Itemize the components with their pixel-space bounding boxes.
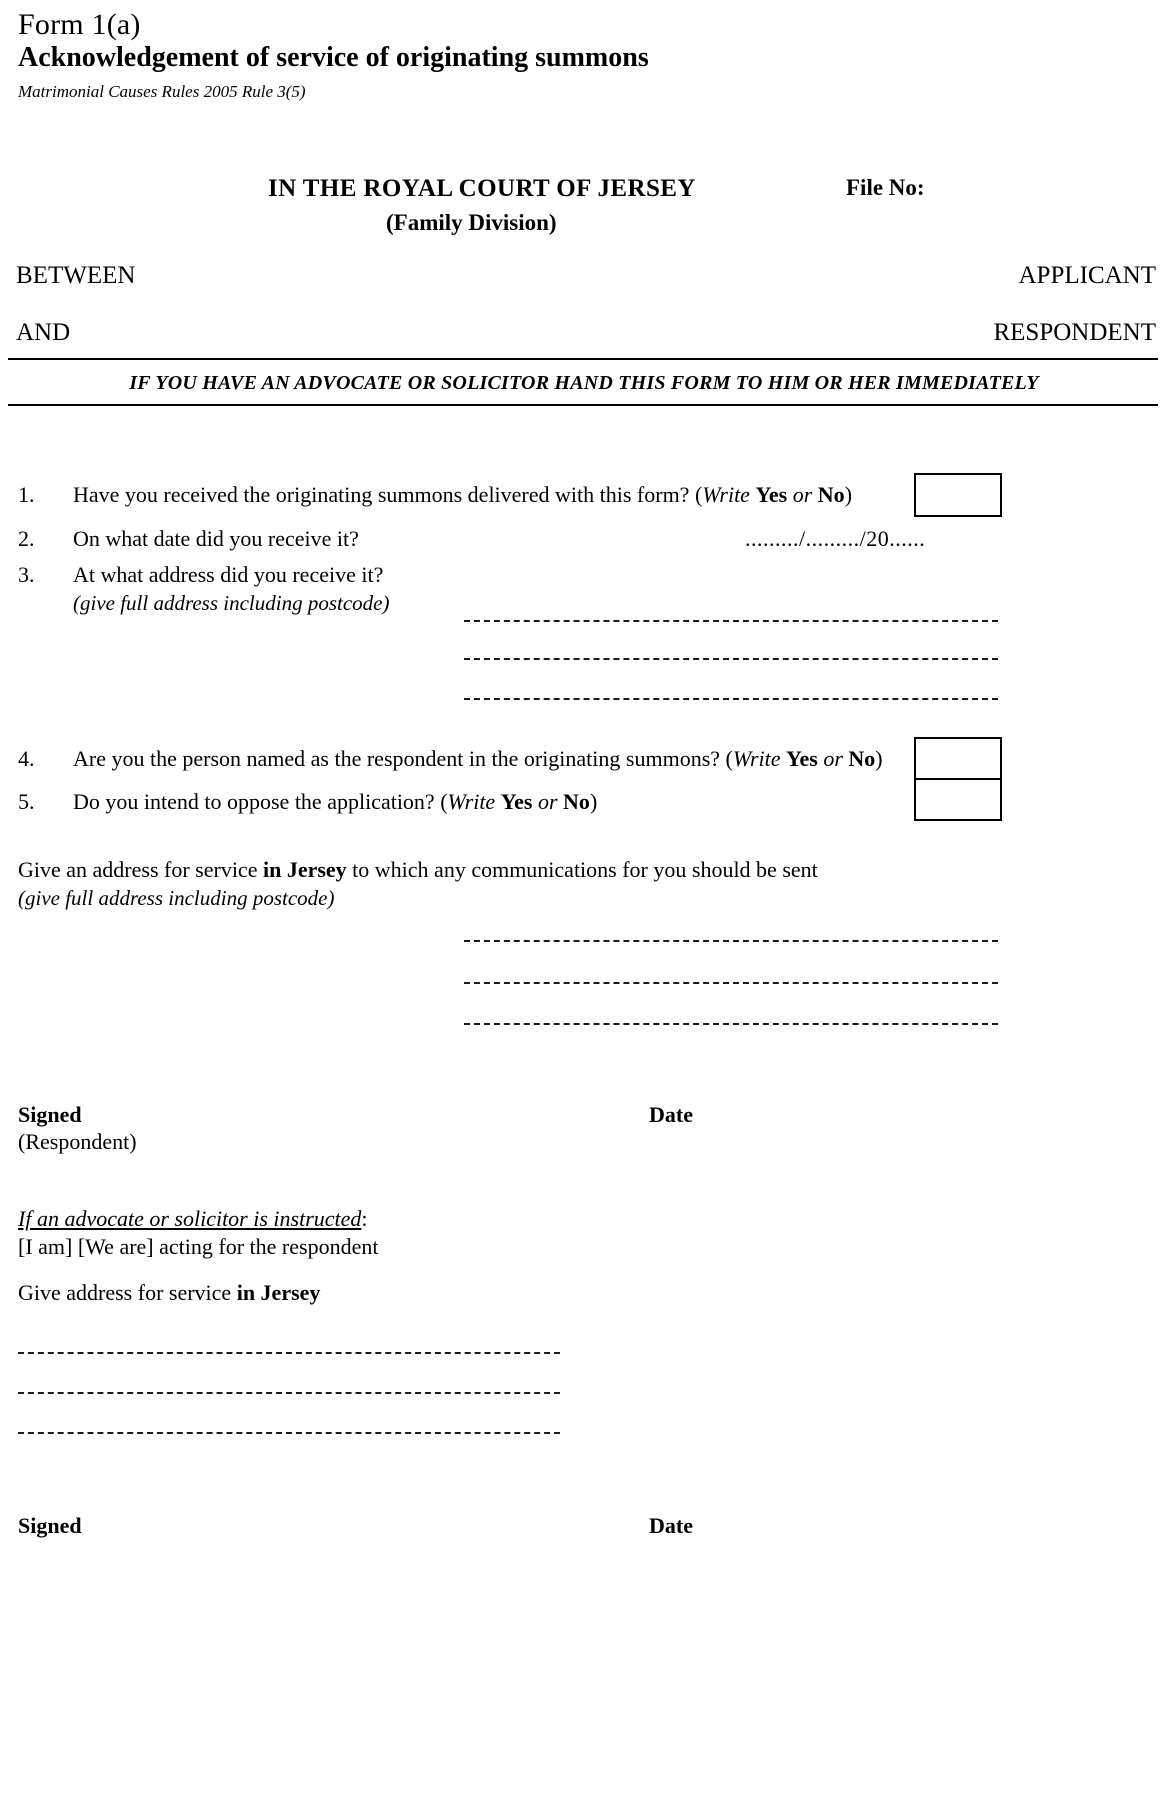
question-4-number: 4. xyxy=(18,746,35,771)
between-label: BETWEEN xyxy=(16,262,136,289)
question-4-write: Write xyxy=(732,746,781,771)
question-3-sub-note: (give full address including postcode) xyxy=(73,591,390,615)
service-address-line-3[interactable] xyxy=(464,1023,998,1025)
question-1-close: ) xyxy=(844,482,853,507)
question-5-or: or xyxy=(537,789,558,814)
question-1-main: Have you received the originating summons delivered with this form? ( xyxy=(73,482,703,507)
question-4-main: Are you the person named as the respondent in the originating summons? ( xyxy=(73,746,733,771)
advocate-address-line-1[interactable] xyxy=(18,1352,560,1354)
question-3-address-line-1[interactable] xyxy=(464,620,998,622)
service-address-instruction xyxy=(18,857,818,883)
advocate-instructed-heading-italic: If an advocate or solicitor is instructed xyxy=(18,1206,362,1231)
advocate-address-jersey: in Jersey xyxy=(236,1280,321,1305)
question-1-or: or xyxy=(792,482,813,507)
form-title: Acknowledgement of service of originating summons xyxy=(18,42,649,73)
advocate-instructed-heading-colon: : xyxy=(361,1206,368,1231)
advocate-address-part1: Give address for service xyxy=(18,1280,237,1305)
question-5-main: Do you intend to oppose the application? ( xyxy=(73,789,448,814)
respondent-date-label: Date xyxy=(649,1102,693,1127)
advocate-acting-line: [I am] [We are] acting for the respondent xyxy=(18,1234,379,1259)
and-label: AND xyxy=(16,319,71,346)
notice-banner-text: IF YOU HAVE AN ADVOCATE OR SOLICITOR HAND THIS FORM TO HIM OR HER IMMEDIATELY xyxy=(129,372,1039,394)
question-3-address-line-3[interactable] xyxy=(464,698,998,700)
question-1-number: 1. xyxy=(18,482,35,507)
service-address-line-2[interactable] xyxy=(464,982,998,984)
respondent-label: RESPONDENT xyxy=(993,319,1156,346)
service-address-jersey: in Jersey xyxy=(262,857,347,882)
court-name: IN THE ROYAL COURT OF JERSEY xyxy=(268,175,696,202)
form-number: Form 1(a) xyxy=(18,8,141,41)
respondent-signed-label: Signed xyxy=(18,1102,82,1127)
question-2-date-field[interactable]: ........./........./20...... xyxy=(745,526,926,551)
question-5-yes: Yes xyxy=(500,789,533,814)
question-1-answer-box[interactable] xyxy=(914,473,1002,517)
advocate-instructed-heading xyxy=(18,1206,368,1232)
question-5-number: 5. xyxy=(18,789,35,814)
question-4-no: No xyxy=(848,746,876,771)
question-3-number: 3. xyxy=(18,562,35,587)
question-3-text: At what address did you receive it? xyxy=(73,562,384,587)
notice-rule-bottom xyxy=(8,404,1158,406)
service-address-part2: to which any communications for you should be sent xyxy=(346,857,818,882)
service-address-part1: Give an address for service xyxy=(18,857,263,882)
question-4-yes: Yes xyxy=(786,746,818,771)
advocate-signed-label: Signed xyxy=(18,1513,82,1538)
question-4-5-answer-box[interactable] xyxy=(914,737,1002,821)
advocate-date-label: Date xyxy=(649,1513,693,1538)
question-5-write: Write xyxy=(447,789,496,814)
question-5-close: ) xyxy=(589,789,598,814)
advocate-address-instruction xyxy=(18,1280,320,1306)
question-2-number: 2. xyxy=(18,526,35,551)
question-4-or: or xyxy=(823,746,843,771)
question-1-no: No xyxy=(817,482,845,507)
service-address-sub-note: (give full address including postcode) xyxy=(18,886,335,910)
service-address-line-1[interactable] xyxy=(464,940,998,942)
question-5-no: No xyxy=(563,789,590,814)
applicant-label: APPLICANT xyxy=(1018,262,1156,289)
advocate-address-line-3[interactable] xyxy=(18,1432,560,1434)
question-4-text xyxy=(73,746,883,772)
file-number-label: File No: xyxy=(846,175,925,200)
question-1-yes: Yes xyxy=(755,482,788,507)
question-5-text xyxy=(73,789,597,815)
answer-box-divider xyxy=(916,778,1000,780)
question-2-text: On what date did you receive it? xyxy=(73,526,359,551)
question-1-text xyxy=(73,482,852,508)
notice-rule-top xyxy=(8,358,1158,360)
advocate-address-line-2[interactable] xyxy=(18,1392,560,1394)
court-division: (Family Division) xyxy=(386,210,557,235)
question-1-write: Write xyxy=(702,482,750,507)
respondent-signed-sub-label: (Respondent) xyxy=(18,1129,137,1154)
form-rule-reference: Matrimonial Causes Rules 2005 Rule 3(5) xyxy=(18,82,306,101)
question-3-address-line-2[interactable] xyxy=(464,658,998,660)
question-4-close: ) xyxy=(875,746,883,771)
